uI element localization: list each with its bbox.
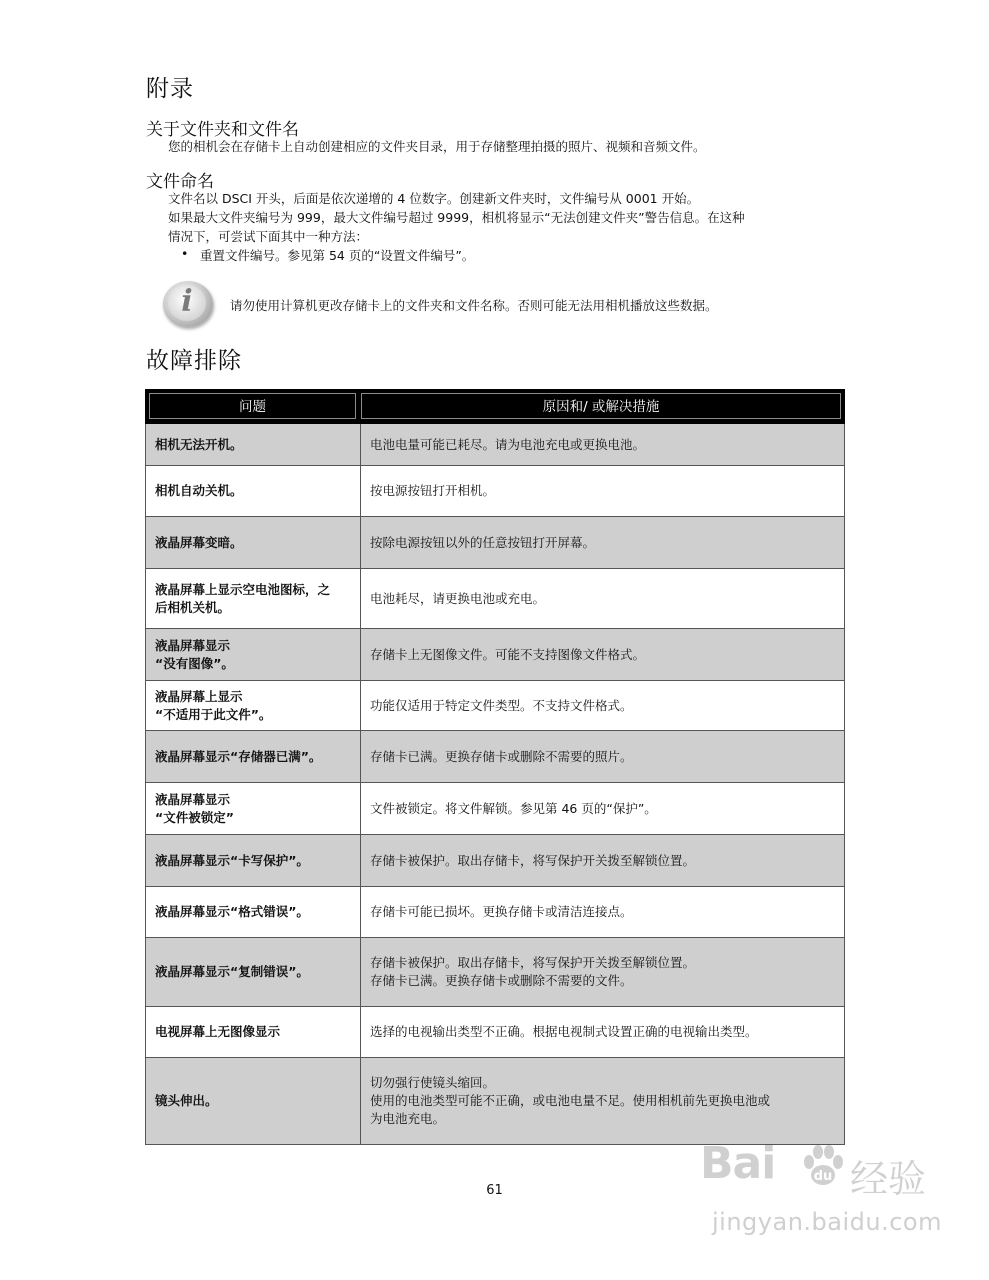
folders-heading: 关于文件夹和文件名 — [146, 120, 299, 140]
table-row — [145, 517, 845, 569]
naming-heading: 文件命名 — [146, 172, 214, 192]
solution-cell — [361, 887, 844, 937]
appendix-title: 附录 — [146, 76, 194, 102]
solution-line: 存储卡可能已损坏。更换存储卡或清洁连接点。 — [370, 904, 633, 919]
problem-line: 后相机关机。 — [155, 599, 231, 615]
table-row — [145, 681, 845, 731]
solution-cell — [361, 783, 844, 834]
solution-line: 为电池充电。 — [370, 1111, 446, 1126]
solution-cell — [361, 424, 844, 465]
solution-text — [370, 852, 695, 870]
info-icon-glyph: i — [181, 284, 193, 319]
page-number: 61 — [486, 1183, 503, 1198]
solution-cell — [361, 569, 844, 628]
solution-cell — [361, 835, 844, 886]
note-text: 请勿使用计算机更改存储卡上的文件夹和文件名称。否则可能无法用相机播放这些数据。 — [230, 298, 718, 313]
solution-cell — [361, 731, 844, 782]
problem-line: 液晶屏幕显示 — [155, 791, 231, 807]
problem-text — [155, 852, 309, 870]
table-row — [145, 1007, 845, 1058]
table-row — [145, 466, 845, 517]
problem-line: 液晶屏幕显示“复制错误”。 — [155, 964, 309, 979]
table-row — [145, 731, 845, 783]
problem-text — [155, 963, 309, 981]
solution-text — [370, 1074, 770, 1128]
problem-text — [155, 1023, 280, 1041]
solution-text — [370, 534, 595, 552]
solution-line: 文件被锁定。将文件解锁。参见第 46 页的“保护”。 — [370, 800, 657, 816]
problem-line: 相机无法开机。 — [155, 436, 243, 452]
problem-cell — [146, 1058, 361, 1144]
problem-text — [155, 637, 234, 673]
solution-text — [370, 1023, 758, 1041]
solution-line: 电池耗尽，请更换电池或充电。 — [370, 590, 546, 606]
problem-cell — [146, 887, 361, 937]
solution-text — [370, 482, 495, 500]
solution-text — [370, 697, 633, 715]
problem-cell — [146, 835, 361, 886]
problem-line: “文件被锁定” — [155, 809, 234, 825]
solution-cell — [361, 938, 844, 1006]
problem-cell — [146, 681, 361, 730]
problem-line: “没有图像”。 — [155, 655, 234, 671]
problem-line: 液晶屏幕上显示 — [155, 688, 243, 704]
problem-line: 镜头伸出。 — [155, 1093, 218, 1108]
table-row — [145, 569, 845, 629]
solution-text — [370, 590, 545, 608]
problem-text — [155, 748, 321, 766]
solution-text — [370, 903, 633, 921]
header-solution: 原因和/ 或解决措施 — [361, 393, 841, 419]
watermark-logo-left: Bai — [700, 1138, 776, 1189]
problem-line: 液晶屏幕显示“格式错误”。 — [155, 904, 309, 919]
solution-text — [370, 800, 657, 818]
naming-line-2: 如果最大文件夹编号为 999，最大文件编号超过 9999，相机将显示“无法创建文件夹”警告信息。在这种 — [168, 210, 745, 225]
problem-cell — [146, 466, 361, 516]
problem-cell — [146, 517, 361, 568]
problem-cell — [146, 569, 361, 628]
table-row — [145, 629, 845, 681]
solution-line: 使用的电池类型可能不正确，或电池电量不足。使用相机前先更换电池或 — [370, 1093, 771, 1108]
solution-line: 选择的电视输出类型不正确。根据电视制式设置正确的电视输出类型。 — [370, 1024, 758, 1039]
problem-cell — [146, 731, 361, 782]
solution-line: 切勿强行使镜头缩回。 — [370, 1075, 496, 1090]
folders-text: 您的相机会在存储卡上自动创建相应的文件夹目录，用于存储整理拍摄的照片、视频和音频文件。 — [168, 139, 706, 154]
table-row — [145, 783, 845, 835]
watermark-url: jingyan.baidu.com — [712, 1208, 942, 1236]
solution-line: 按除电源按钮以外的任意按钮打开屏幕。 — [370, 534, 596, 550]
problem-line: 相机自动关机。 — [155, 483, 243, 498]
problem-text — [155, 903, 309, 921]
solution-line: 存储卡被保护。取出存储卡，将写保护开关拨至解锁位置。 — [370, 852, 696, 868]
paw-icon — [798, 1142, 848, 1192]
solution-cell — [361, 629, 844, 680]
problem-cell — [146, 783, 361, 834]
watermark — [700, 1138, 970, 1258]
problem-text — [155, 791, 234, 827]
solution-line: 存储卡已满。更换存储卡或删除不需要的文件。 — [370, 973, 633, 988]
problem-cell — [146, 424, 361, 465]
solution-line: 电池电量可能已耗尽。请为电池充电或更换电池。 — [370, 436, 646, 452]
solution-text — [370, 436, 645, 454]
problem-text — [155, 436, 243, 454]
bullet-text: 重置文件编号。参见第 54 页的“设置文件编号”。 — [200, 248, 475, 263]
table-row — [145, 835, 845, 887]
solution-text — [370, 954, 695, 990]
problem-line: 液晶屏幕显示“卡写保护”。 — [155, 852, 309, 868]
header-problem: 问题 — [149, 393, 356, 419]
problem-text — [155, 1092, 218, 1110]
problem-line: “不适用于此文件”。 — [155, 706, 272, 722]
problem-text — [155, 482, 243, 500]
problem-line: 液晶屏幕上显示空电池图标，之 — [155, 581, 331, 597]
table-row — [145, 1058, 845, 1145]
table-row — [145, 424, 845, 466]
problem-text — [155, 688, 271, 724]
problem-cell — [146, 938, 361, 1006]
solution-cell — [361, 466, 844, 516]
naming-line-1: 文件名以 DSCI 开头，后面是依次递增的 4 位数字。创建新文件夹时，文件编号从 0001 开始。 — [168, 191, 700, 206]
table-row — [145, 887, 845, 938]
watermark-logo — [700, 1138, 775, 1189]
table-row — [145, 938, 845, 1007]
problem-text — [155, 581, 330, 617]
solution-line: 存储卡已满。更换存储卡或删除不需要的照片。 — [370, 748, 633, 764]
problem-line: 液晶屏幕显示“存储器已满”。 — [155, 748, 322, 764]
solution-cell — [361, 1007, 844, 1057]
solution-line: 功能仅适用于特定文件类型。不支持文件格式。 — [370, 697, 633, 713]
solution-text — [370, 646, 645, 664]
problem-text — [155, 534, 243, 552]
problem-line: 电视屏幕上无图像显示 — [155, 1024, 281, 1039]
svg-text:du: du — [813, 1169, 833, 1184]
solution-cell — [361, 1058, 844, 1144]
problem-cell — [146, 1007, 361, 1057]
solution-text — [370, 748, 633, 766]
info-icon — [163, 281, 213, 327]
bullet-dot: • — [181, 246, 189, 261]
troubleshooting-title: 故障排除 — [146, 348, 242, 374]
solution-line: 按电源按钮打开相机。 — [370, 483, 496, 498]
solution-cell — [361, 517, 844, 568]
problem-cell — [146, 629, 361, 680]
solution-line: 存储卡被保护。取出存储卡，将写保护开关拨至解锁位置。 — [370, 955, 696, 970]
solution-cell — [361, 681, 844, 730]
problem-line: 液晶屏幕显示 — [155, 637, 231, 653]
problem-line: 液晶屏幕变暗。 — [155, 534, 243, 550]
watermark-logo-right: 经验 — [850, 1157, 927, 1201]
solution-line: 存储卡上无图像文件。可能不支持图像文件格式。 — [370, 646, 646, 662]
table-header — [145, 389, 845, 424]
naming-line-3: 情况下，可尝试下面其中一种方法： — [168, 229, 369, 244]
